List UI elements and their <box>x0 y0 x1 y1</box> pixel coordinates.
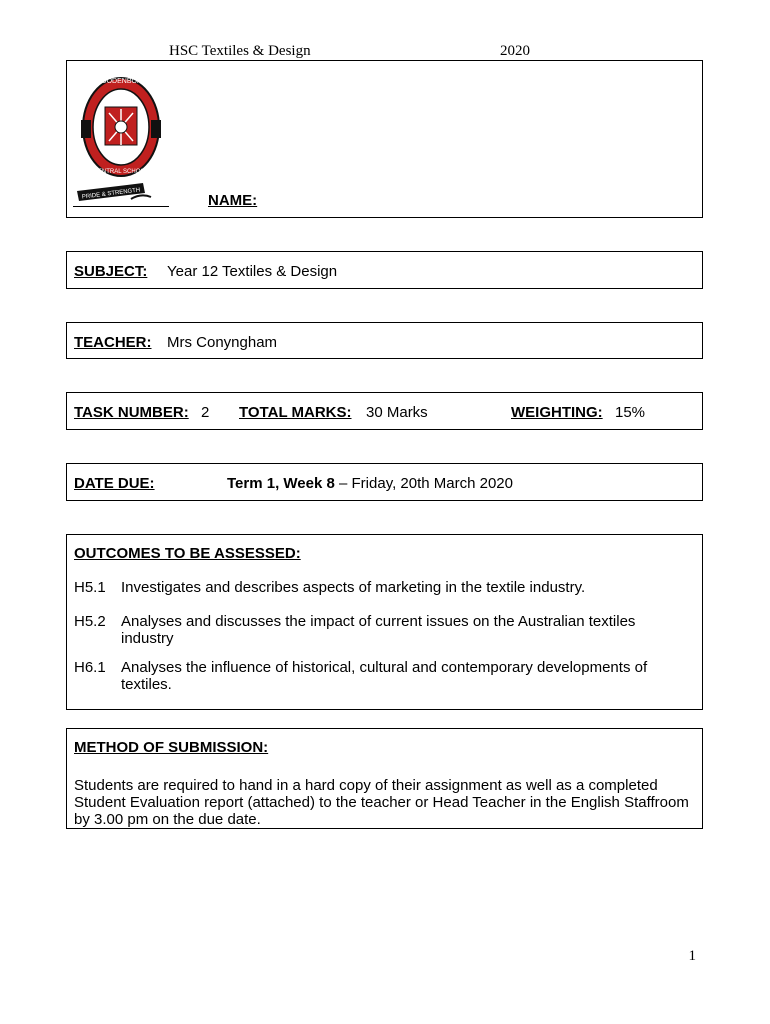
date-due-label: DATE DUE: <box>74 475 155 492</box>
total-marks-label: TOTAL MARKS: <box>239 404 352 421</box>
logo-text-bottom: CENTRAL SCHOOL <box>93 169 149 175</box>
outcome-text: Analyses and discusses the impact of current issues on the Australian textiles industry <box>121 613 636 647</box>
outcome-code: H5.2 <box>74 613 106 630</box>
header-left: HSC Textiles & Design <box>169 43 311 59</box>
total-marks-value: 30 Marks <box>366 404 428 421</box>
submission-text: Students are required to hand in a hard copy of their assignment as well as a completed Student Evaluation report (attached) to the teacher or Head Teacher in the English Staffroom by 3.00 pm on the due date. <box>74 777 689 828</box>
name-label: NAME: <box>208 192 258 209</box>
outcome-text: Analyses the influence of historical, cultural and contemporary developments of textiles. <box>121 659 648 693</box>
outcome-code: H6.1 <box>74 659 106 676</box>
teacher-label: TEACHER: <box>74 334 152 351</box>
subject-value: Year 12 Textiles & Design <box>167 263 338 280</box>
weighting-label: WEIGHTING: <box>511 404 603 421</box>
name-box <box>66 60 703 218</box>
outcome-text: Investigates and describes aspects of marketing in the textile industry. <box>121 579 586 596</box>
submission-box <box>66 728 703 829</box>
school-logo <box>73 65 173 213</box>
teacher-box <box>66 322 703 359</box>
outcome-code: H5.1 <box>74 579 106 596</box>
header-right: 2020 <box>500 43 530 59</box>
task-number-label: TASK NUMBER: <box>74 404 189 421</box>
page-number: 1 <box>688 948 696 964</box>
logo-banner: PRIDE & STRENGTH <box>81 187 141 201</box>
logo-text-top: WOODENBONG <box>94 78 148 85</box>
date-due-term-week: Term 1, Week 8 <box>227 475 335 492</box>
weighting-value: 15% <box>615 404 646 421</box>
subject-label: SUBJECT: <box>74 263 148 280</box>
subject-box <box>66 251 703 289</box>
date-due-box <box>66 463 703 501</box>
name-underline <box>73 206 169 207</box>
outcomes-title: OUTCOMES TO BE ASSESSED: <box>74 545 301 562</box>
task-box <box>66 392 703 430</box>
task-number-value: 2 <box>201 404 210 421</box>
date-due-rest: – Friday, 20th March 2020 <box>334 475 513 492</box>
teacher-value: Mrs Conyngham <box>167 334 278 351</box>
submission-title: METHOD OF SUBMISSION: <box>74 739 269 756</box>
outcomes-box <box>66 534 703 710</box>
